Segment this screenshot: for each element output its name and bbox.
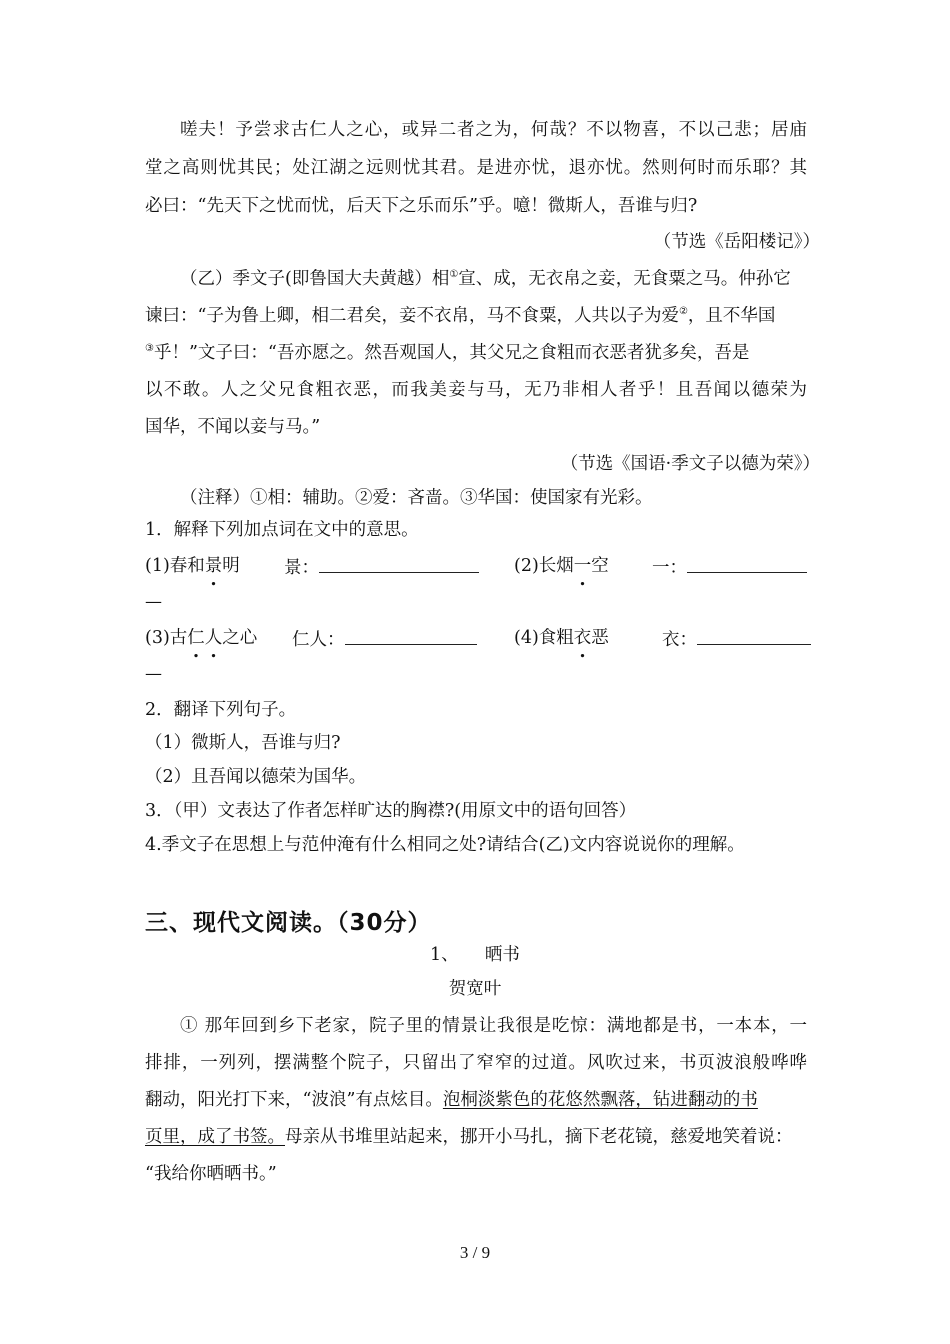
question-2: 2．翻译下列句子。 [145,700,297,720]
article-p1-line-3: 翻动，阳光打下来，“波浪”有点炫目。泡桐淡紫色的花悠然飘落，钻进翻动的书 [145,1090,758,1110]
question-1-item-2: (2)长烟一空 [514,556,609,576]
question-2-item-2: （2）且吾闻以德荣为国华。 [145,767,367,787]
question-1-item-1-label: 景： [284,554,479,580]
passage-a-line-1: 嗟夫！予尝求古仁人之心，或异二者之为，何哉？不以物喜，不以己悲；居庙 [180,120,807,140]
passage-b-notes: （注释）①相：辅助。②爱：吝啬。③华国：使国家有光彩。 [180,488,653,508]
article-p1-line-1: ① 那年回到乡下老家，院子里的情景让我很是吃惊：满地都是书，一本本，一 [180,1016,807,1036]
article-title: 1、 晒书 [430,945,520,965]
underlined-sentence-part-2: 页里，成了书签。 [145,1127,285,1147]
question-1-item-1: (1)春和景明 [145,556,240,576]
passage-b-line-2: 谏曰：“子为鲁上卿，相二君矣，妾不衣帛，马不食粟，人共以子为爱②，且不华国 [145,306,776,326]
passage-b-line-4: 以不敢。人之父兄食粗衣恶，而我美妾与马，无乃非相人者乎！且吾闻以德荣为 [145,380,807,400]
wrap-dash-1: — [145,592,162,612]
passage-b-line-5: 国华，不闻以妾与马。” [145,417,321,437]
question-1: 1．解释下列加点词在文中的意思。 [145,520,419,540]
question-1-item-2-label: 一： [652,554,807,580]
question-1-item-4-label: 衣： [662,626,811,652]
underlined-sentence-part-1: 泡桐淡紫色的花悠然飘落，钻进翻动的书 [442,1090,758,1110]
passage-a-source: （节选《岳阳楼记》） [653,232,820,252]
question-2-item-1: （1）微斯人，吾谁与归? [145,733,341,753]
answer-blank-4[interactable] [697,626,811,645]
page-number: 3 / 9 [459,1243,491,1262]
question-1-item-3-label: 仁人： [292,626,477,652]
question-3: 3．（甲）文表达了作者怎样旷达的胸襟?(用原文中的语句回答） [145,801,637,821]
passage-b-source: （节选《国语·季文子以德为荣》） [560,454,820,474]
question-4: 4.季文子在思想上与范仲淹有什么相同之处?请结合(乙)文内容说说你的理解。 [145,835,745,855]
passage-a-line-3: 必曰：“先天下之忧而忧，后天下之乐而乐”乎。噫！微斯人，吾谁与归? [145,196,698,216]
wrap-dash-2: — [145,664,162,684]
passage-b-line-1: （乙）季文子(即鲁国大夫黄越）相①宣、成，无衣帛之妾，无食粟之马。仲孙它 [180,269,791,289]
passage-b-line-3: ③乎！”文子曰：“吾亦愿之。然吾观国人，其父兄之食粗而衣恶者犹多矣，吾是 [145,343,750,363]
question-1-item-3: (3)古仁人之心 [145,628,258,648]
section-heading: 三、现代文阅读。（30分） [145,910,432,936]
question-1-item-4: (4)食粗衣恶 [514,628,609,648]
answer-blank-1[interactable] [319,554,479,573]
article-p1-line-4: 页里，成了书签。母亲从书堆里站起来，挪开小马扎，摘下老花镜，慈爱地笑着说： [145,1127,793,1147]
passage-a-line-2: 堂之高则忧其民；处江湖之远则忧其君。是进亦忧，退亦忧。然则何时而乐耶？其 [145,158,807,178]
article-author: 贺宽叶 [448,979,502,999]
answer-blank-2[interactable] [687,554,807,573]
article-p1-line-5: “我给你晒晒书。” [145,1164,277,1184]
answer-blank-3[interactable] [345,626,477,645]
article-p1-line-2: 排排，一列列，摆满整个院子，只留出了窄窄的过道。风吹过来，书页波浪般哗哗 [145,1053,807,1073]
